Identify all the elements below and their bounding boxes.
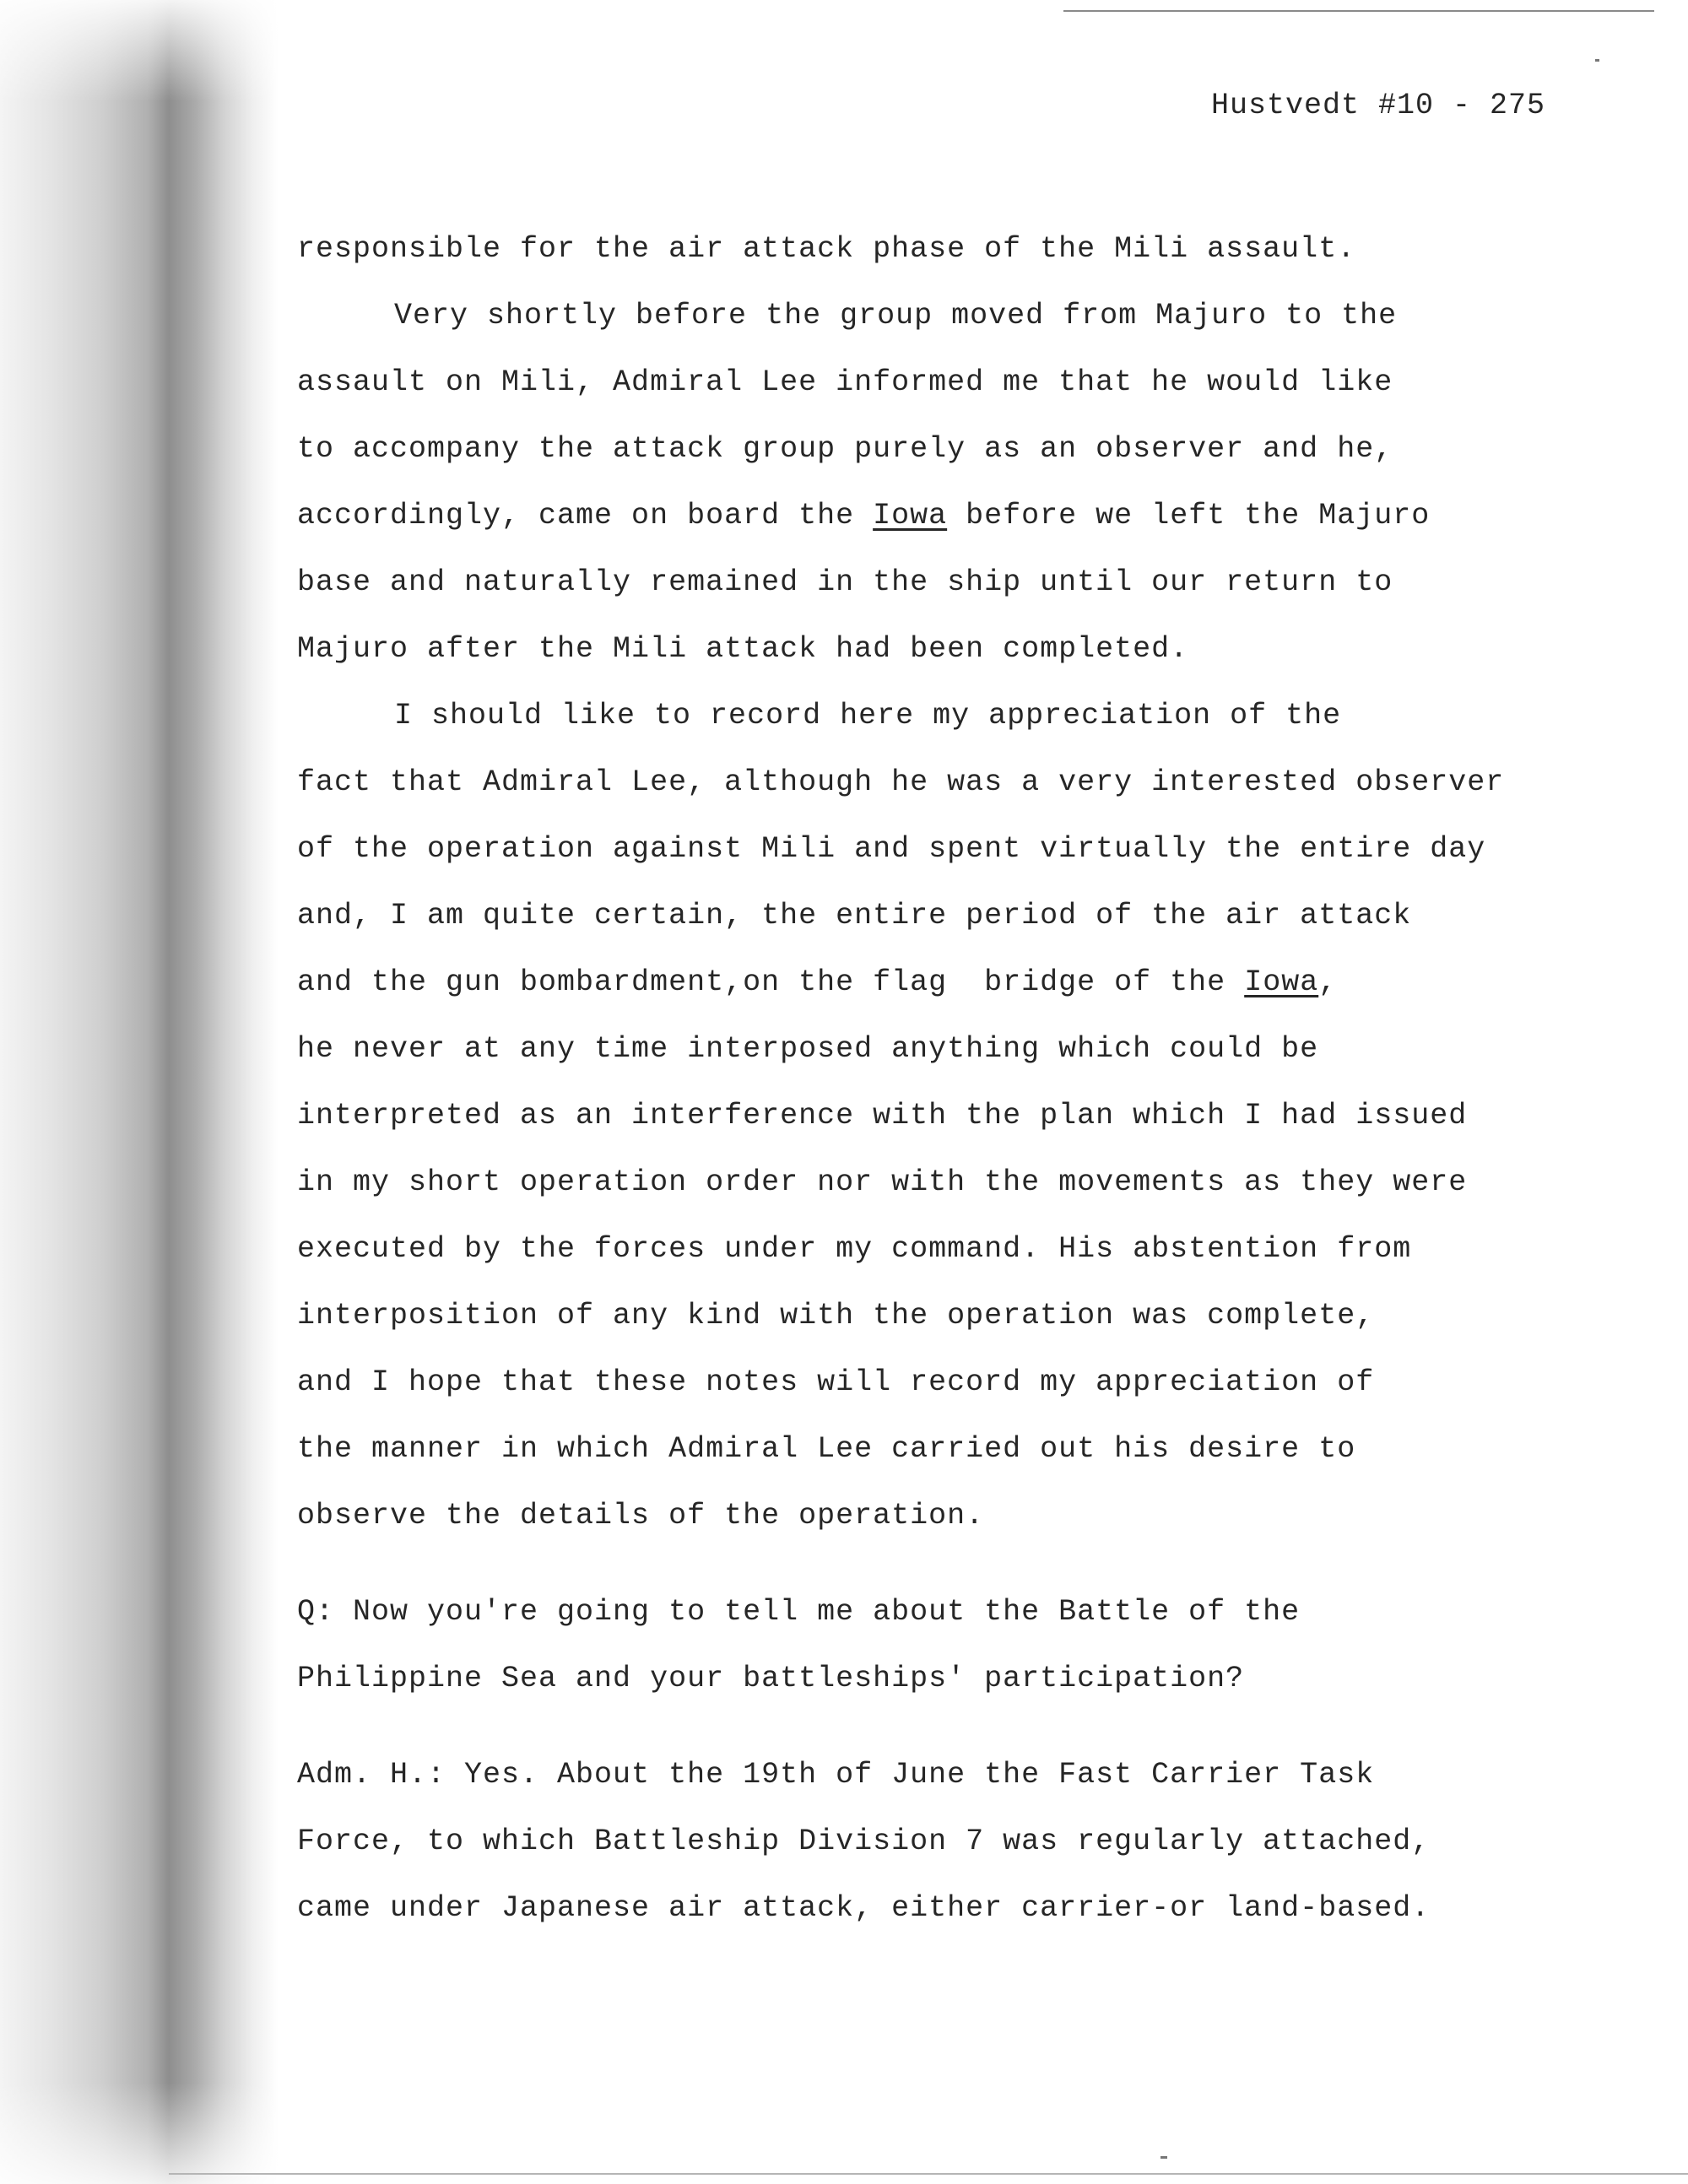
text-line-with-ship-name bbox=[297, 483, 1614, 549]
text-line: interpreted as an interference with the plan which I had issued bbox=[297, 1099, 1468, 1133]
interview-answer-line: Force, to which Battleship Division 7 was regularly attached, bbox=[297, 1825, 1431, 1858]
text-line: he never at any time interposed anything which could be bbox=[297, 1032, 1319, 1066]
page-number-header: Hustvedt #10 - 275 bbox=[1211, 89, 1546, 122]
paragraph-gap bbox=[297, 1712, 1614, 1742]
interview-question-line: Philippine Sea and your battleships' participation? bbox=[297, 1662, 1245, 1695]
scan-speck bbox=[1160, 2156, 1167, 2159]
binding-bottom-flare bbox=[0, 2083, 287, 2184]
text-line: Very shortly before the group moved from Majuro to the bbox=[394, 299, 1398, 332]
text-line: assault on Mili, Admiral Lee informed me that he would like bbox=[297, 365, 1393, 399]
interview-answer-line: Adm. H.: Yes. About the 19th of June the Fast Carrier Task bbox=[297, 1758, 1375, 1792]
binding-top-flare bbox=[0, 0, 287, 101]
ship-name-iowa: Iowa bbox=[873, 499, 948, 532]
scan-speck bbox=[1595, 59, 1599, 62]
text-segment: and the gun bombardment,on the flag bridge of the bbox=[297, 965, 1226, 999]
text-line: I should like to record here my appreciation of the bbox=[394, 699, 1342, 733]
text-line: to accompany the attack group purely as an observer and he, bbox=[297, 432, 1393, 466]
document-body bbox=[297, 216, 1614, 1942]
ship-name-iowa: Iowa bbox=[1244, 965, 1319, 999]
text-line: fact that Admiral Lee, although he was a very interested observer bbox=[297, 765, 1505, 799]
text-line: responsible for the air attack phase of the Mili assault. bbox=[297, 232, 1356, 266]
text-line: the manner in which Admiral Lee carried out his desire to bbox=[297, 1432, 1356, 1466]
text-line: interposition of any kind with the operation was complete, bbox=[297, 1299, 1375, 1333]
text-line: executed by the forces under my command. His abstention from bbox=[297, 1232, 1412, 1266]
text-line: of the operation against Mili and spent virtually the entire day bbox=[297, 832, 1486, 866]
text-line: Majuro after the Mili attack had been completed. bbox=[297, 632, 1189, 666]
bottom-rule bbox=[169, 2173, 1688, 2175]
text-line: base and naturally remained in the ship until our return to bbox=[297, 565, 1393, 599]
interview-question-line: Q: Now you're going to tell me about the Battle of the bbox=[297, 1595, 1301, 1629]
paragraph-gap bbox=[297, 1549, 1614, 1579]
text-segment: accordingly, came on board the bbox=[297, 499, 855, 532]
text-line: and, I am quite certain, the entire period of the air attack bbox=[297, 899, 1412, 933]
text-line: observe the details of the operation. bbox=[297, 1499, 985, 1533]
text-line: in my short operation order nor with the movements as they were bbox=[297, 1165, 1468, 1199]
text-line: and I hope that these notes will record my appreciation of bbox=[297, 1365, 1375, 1399]
binding-shadow bbox=[0, 0, 279, 2184]
text-segment: before we left the Majuro bbox=[966, 499, 1431, 532]
text-line-with-ship-name bbox=[297, 949, 1614, 1016]
interview-answer-line: came under Japanese air attack, either carrier-or land-based. bbox=[297, 1891, 1431, 1925]
text-segment: , bbox=[1318, 965, 1338, 999]
top-rule bbox=[1063, 10, 1654, 12]
